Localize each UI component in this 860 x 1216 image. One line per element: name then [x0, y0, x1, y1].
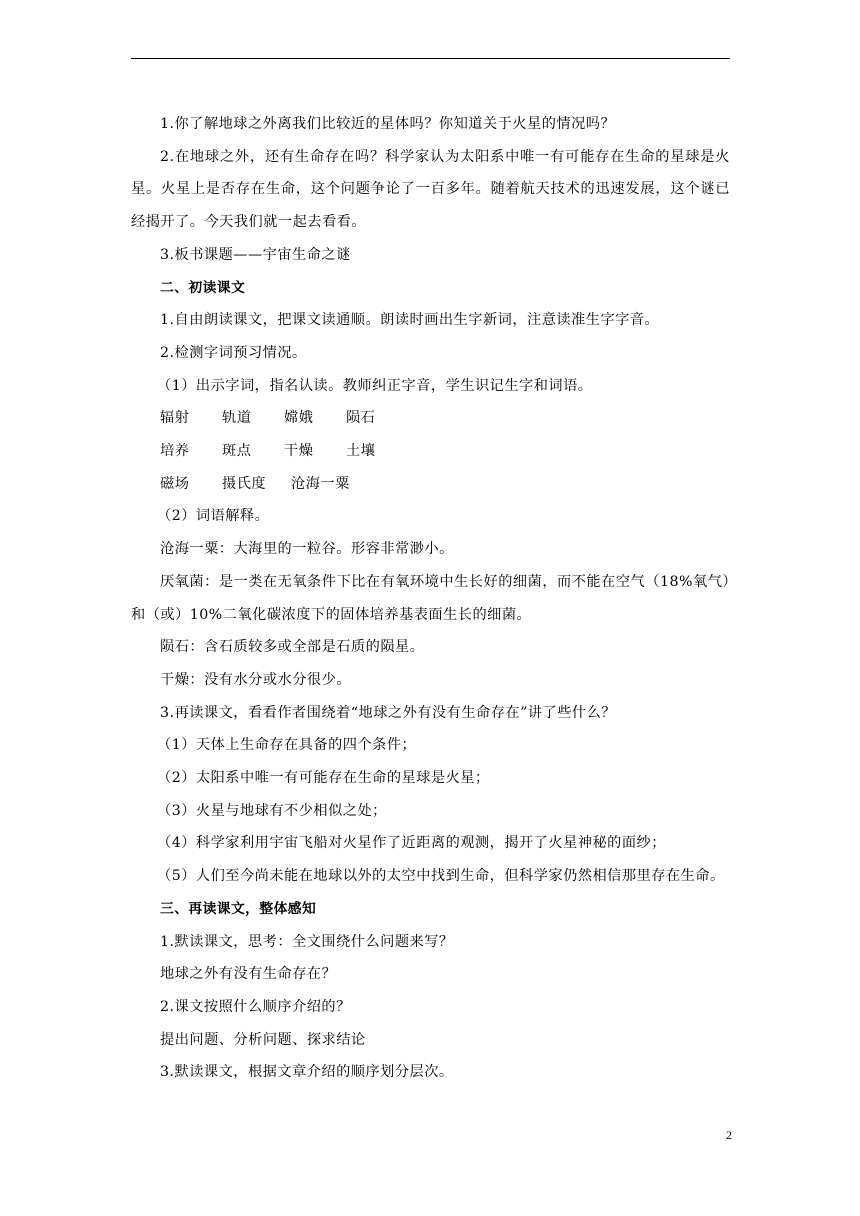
section2-paragraph-3: （1）出示字词，指名认读。教师纠正字音，学生识记生字和词语。	[157, 377, 593, 394]
section3-line: 地球之外有没有生命存在？	[160, 966, 337, 983]
section-heading-3: 三、再读课文，整体感知	[160, 900, 317, 917]
definition: 沧海一粟：大海里的一粒谷。形容非常渺小。	[160, 541, 454, 558]
vocab-row	[131, 402, 730, 435]
section3-line: 3.默读课文，根据文章介绍的顺序划分层次。	[160, 1064, 454, 1081]
vocab-word: 干燥	[284, 443, 314, 460]
section2-paragraph-1: 1.自由朗读课文，把课文读通顺。朗读时画出生字新词，注意读准生字字音。	[160, 312, 660, 329]
vocab-row	[131, 468, 730, 501]
section-heading-2: 二、初读课文	[160, 279, 246, 296]
intro-paragraph-1: 1.你了解地球之外离我们比较近的星体吗？你知道关于火星的情况吗？	[160, 116, 616, 132]
section3-line: 1.默读课文，思考：全文围绕什么问题来写？	[160, 933, 454, 950]
definition: 陨石：含石质较多或全部是石质的陨星。	[160, 639, 425, 656]
vocab-word: 斑点	[222, 443, 252, 460]
vocab-word: 沧海一粟	[291, 475, 350, 492]
section2-paragraph-2: 2.检测字词预习情况。	[160, 344, 307, 361]
vocab-row	[131, 435, 730, 468]
section2-paragraph-4: （2）词语解释。	[157, 508, 270, 525]
vocab-word: 磁场	[160, 475, 190, 492]
definition: 厌氧菌：是一类在无氧条件下比在有氧环境中生长好的细菌，而不能在空气（18%氧气）和（或）10%二氧化碳浓度下的固体培养基表面生长的细菌。	[131, 573, 730, 623]
vocab-word: 陨石	[346, 410, 376, 427]
vocab-word: 土壤	[346, 443, 376, 460]
vocab-word: 嫦娥	[284, 410, 314, 427]
section3-line: 2.课文按照什么顺序介绍的？	[160, 998, 351, 1015]
vocab-word: 培养	[160, 443, 190, 460]
vocab-word: 轨道	[222, 410, 252, 427]
list-item: （4）科学家利用宇宙飞船对火星作了近距离的观测，揭开了火星神秘的面纱；	[157, 835, 666, 852]
intro-paragraph-3: 3.板书课题——宇宙生命之谜	[160, 246, 351, 263]
list-item: （1）天体上生命存在具备的四个条件；	[157, 737, 417, 754]
vocab-word: 辐射	[160, 410, 190, 427]
list-item: （5）人们至今尚未能在地球以外的太空中找到生命，但科学家仍然相信那里存在生命。	[157, 868, 725, 885]
list-item: （2）太阳系中唯一有可能存在生命的星球是火星；	[157, 770, 490, 787]
vocab-word: 摄氏度	[222, 475, 267, 492]
section2-paragraph-5: 3.再读课文，看看作者围绕着“地球之外有没有生命存在”讲了些什么？	[160, 704, 616, 721]
document-body	[131, 108, 730, 1089]
header-rule	[131, 58, 730, 59]
page-number: 2	[726, 1128, 732, 1142]
list-item: （3）火星与地球有不少相似之处；	[157, 802, 387, 819]
definition: 干燥：没有水分或水分很少。	[160, 671, 351, 688]
section3-line: 提出问题、分析问题、探求结论	[160, 1031, 366, 1048]
intro-paragraph-2: 2.在地球之外，还有生命存在吗？科学家认为太阳系中唯一有可能存在生命的星球是火星。火星上是否存在生命，这个问题争论了一百多年。随着航天技术的迅速发展，这个谜已经揭开了。今天我们就一起去看看。	[131, 148, 730, 231]
